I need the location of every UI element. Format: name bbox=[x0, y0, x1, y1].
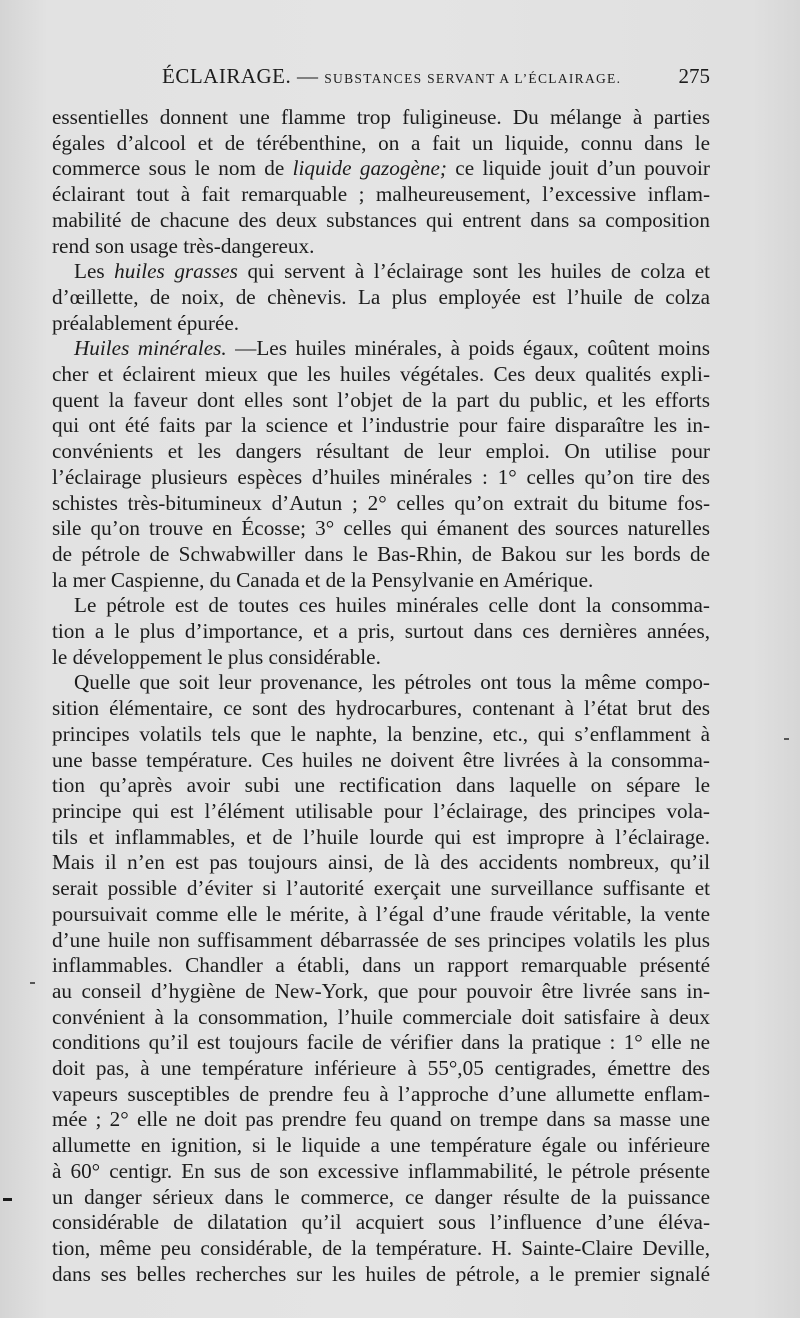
text-run: qui servent à l’éclairage sont les huiles de colza et bbox=[237, 259, 710, 284]
text-line: dans ses belles recherches sur les huiles de pétrole, a le premier signalé bbox=[52, 1261, 710, 1286]
text-line: tion, même peu considérable, de la température. H. Sainte-Claire Deville, bbox=[52, 1235, 710, 1260]
text-line: au conseil d’hygiène de New-York, que pour pouvoir être livrée sans in- bbox=[52, 978, 710, 1003]
text-line: sile qu’on trouve en Écosse; 3° celles qui émanent des sources naturelles bbox=[52, 516, 710, 541]
header-title: ÉCLAIRAGE. bbox=[162, 64, 292, 88]
text-line: convénients et les dangers résultant de leur emploi. On utilise pour bbox=[52, 439, 710, 464]
text-line: mée ; 2° elle ne doit pas prendre feu quand on trempe dans sa masse une bbox=[52, 1107, 710, 1132]
text-line: tion qu’après avoir subi une rectification dans laquelle on sépare le bbox=[52, 773, 710, 798]
text-line: allumette en ignition, si le liquide a une température égale ou inférieure bbox=[52, 1133, 710, 1158]
text-line bbox=[52, 259, 710, 285]
text-line: une basse température. Ces huiles ne doivent être livrées à la consomma- bbox=[52, 747, 710, 772]
text-line: cher et éclairent mieux que les huiles végétales. Ces deux qualités expli- bbox=[52, 362, 710, 387]
text-line: tils et inflammables, et de l’huile lourde qui est impropre à l’éclairage. bbox=[52, 824, 710, 849]
text-line: mabilité de chacune des deux substances qui entrent dans sa composition bbox=[52, 207, 710, 232]
text-line: poursuivait comme elle le mérite, à l’égal d’une fraude véritable, la vente bbox=[52, 901, 710, 926]
body-text bbox=[52, 105, 710, 1287]
text-line: Quelle que soit leur provenance, les pétroles ont tous la même compo- bbox=[74, 670, 710, 695]
text-line: vapeurs susceptibles de prendre feu à l’approche d’une allumette enflam- bbox=[52, 1081, 710, 1106]
text-line: principes volatils tels que le naphte, la benzine, etc., qui s’enflamment à bbox=[52, 721, 710, 746]
text-line: d’œillette, de noix, de chènevis. La plus employée est l’huile de colza bbox=[52, 284, 710, 309]
text-line: Le pétrole est de toutes ces huiles minérales celle dont la consomma- bbox=[74, 593, 710, 618]
text-line: de pétrole de Schwabwiller dans le Bas-Rhin, de Bakou sur les bords de bbox=[52, 541, 710, 566]
text-line: principe qui est l’élément utilisable pour l’éclairage, des principes vola- bbox=[52, 798, 710, 823]
text-line: tion a le plus d’importance, et a pris, surtout dans ces dernières années, bbox=[52, 619, 710, 644]
text-line: quent la faveur dont elles sont l’objet de la part du public, et les efforts bbox=[52, 387, 710, 412]
text-line: serait possible d’éviter si l’autorité exerçait une surveillance suffisante et bbox=[52, 876, 710, 901]
text-line: d’une huile non suffisamment débarrassée de ses principes volatils les plus bbox=[52, 927, 710, 952]
text-run: —Les huiles minérales, à poids égaux, coûtent moins bbox=[226, 336, 710, 361]
text-line: essentielles donnent une flamme trop fuligineuse. Du mélange à parties bbox=[52, 105, 710, 129]
text-line: convénient à la consommation, l’huile commerciale doit satisfaire à deux bbox=[52, 1004, 710, 1029]
margin-mark bbox=[30, 982, 35, 984]
text-line: à 60° centigr. En sus de son excessive inflammabilité, le pétrole présente bbox=[52, 1158, 710, 1183]
text-line: Mais il n’en est pas toujours ainsi, de là des accidents nombreux, qu’il bbox=[52, 850, 710, 875]
text-run: ce liquide jouit d’un pouvoir bbox=[446, 156, 710, 181]
text-line: sition élémentaire, ce sont des hydrocarbures, contenant à l’état brut des bbox=[52, 696, 710, 721]
text-line: considérable de dilatation qu’il acquiert sous l’influence d’une éléva- bbox=[52, 1210, 710, 1235]
text-run: commerce sous le nom de bbox=[52, 156, 293, 181]
header-dash: — bbox=[291, 64, 325, 88]
margin-mark bbox=[3, 1198, 12, 1201]
text-run: Les bbox=[74, 259, 115, 284]
text-line: éclairant tout à fait remarquable ; malheureusement, l’excessive inflam- bbox=[52, 182, 710, 207]
running-header bbox=[52, 64, 710, 96]
text-line: l’éclairage plusieurs espèces d’huiles minérales : 1° celles qu’on tire des bbox=[52, 464, 710, 489]
italic-term: liquide gazogène; bbox=[292, 156, 447, 181]
text-line: égales d’alcool et de térébenthine, on a fait un liquide, connu dans le bbox=[52, 130, 710, 155]
text-line: préalablement épurée. bbox=[52, 310, 240, 335]
italic-term: huiles grasses bbox=[114, 259, 238, 284]
header-subtitle: SUBSTANCES SERVANT A L’ÉCLAIRAGE. bbox=[324, 71, 622, 86]
header-title-line bbox=[162, 64, 621, 89]
section-heading: Huiles minérales. bbox=[74, 336, 227, 361]
page-number: 275 bbox=[678, 64, 710, 88]
text-line: la mer Caspienne, du Canada et de la Pensylvanie en Amérique. bbox=[52, 567, 594, 592]
text-line: rend son usage très-dangereux. bbox=[52, 233, 315, 258]
text-line bbox=[52, 156, 710, 182]
text-line: qui ont été faits par la science et l’industrie pour faire disparaître les in- bbox=[52, 413, 710, 438]
text-line: un danger sérieux dans le commerce, ce danger résulte de la puissance bbox=[52, 1184, 710, 1209]
margin-mark bbox=[784, 738, 789, 740]
text-line: conditions qu’il est toujours facile de vérifier dans la pratique : 1° elle ne bbox=[52, 1030, 710, 1055]
text-line: le développement le plus considérable. bbox=[52, 644, 381, 669]
text-line: doit pas, à une température inférieure à 55°,05 centigrades, émettre des bbox=[52, 1056, 710, 1081]
text-line: schistes très-bitumineux d’Autun ; 2° celles qu’on extrait du bitume fos- bbox=[52, 490, 710, 515]
text-line: inflammables. Chandler a établi, dans un rapport remarquable présenté bbox=[52, 953, 710, 978]
text-line bbox=[52, 336, 710, 362]
